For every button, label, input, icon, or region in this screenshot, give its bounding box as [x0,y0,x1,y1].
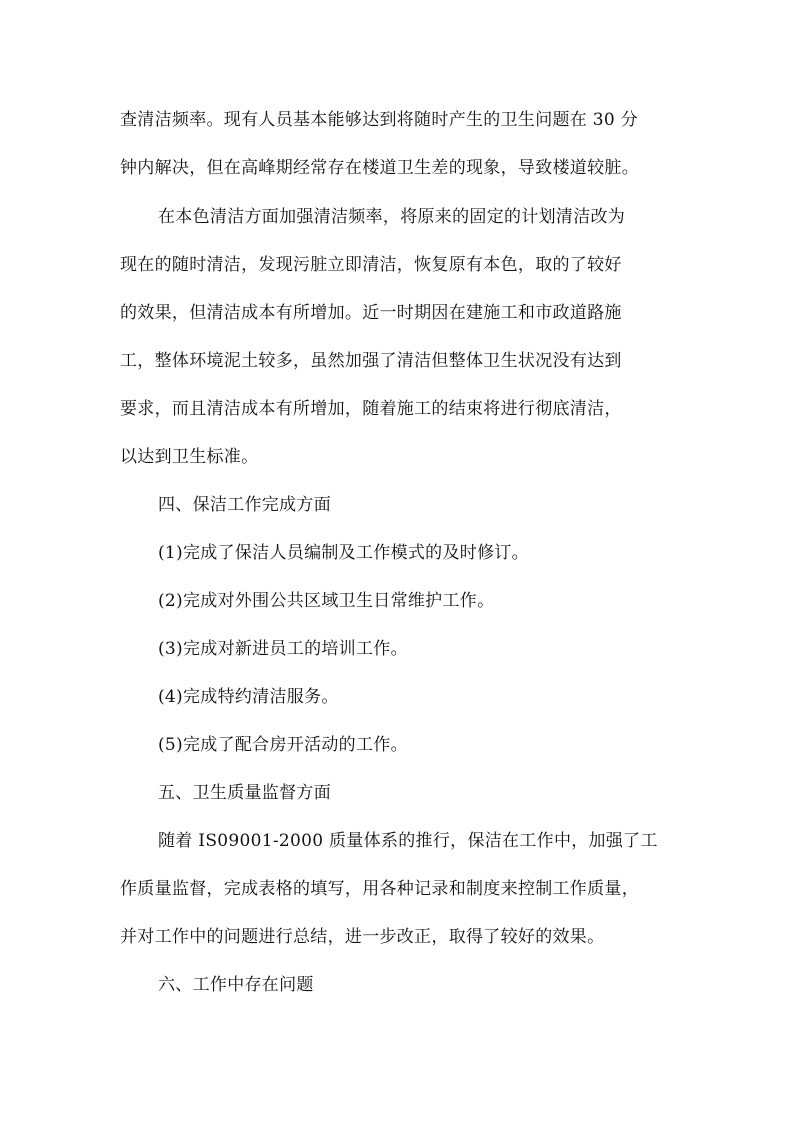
text-line: 钟内解决，但在高峰期经常存在楼道卫生差的现象，导致楼道较脏。 [120,158,639,178]
section-heading: 六、工作中存在问题 [158,975,314,995]
list-item: (1)完成了保洁人员编制及工作模式的及时修订。 [158,543,529,563]
text-line: 随着 IS09001-2000 质量体系的推行，保洁在工作中，加强了工 [158,831,658,851]
list-item: (3)完成对新进员工的培训工作。 [158,639,408,659]
list-item: (2)完成对外围公共区域卫生日常维护工作。 [158,591,495,611]
list-item: (5)完成了配合房开活动的工作。 [158,735,408,755]
section-heading: 五、卫生质量监督方面 [158,783,331,803]
text-line: 并对工作中的问题进行总结，进一步改正，取得了较好的效果。 [120,927,605,947]
text-line: 作质量监督，完成表格的填写，用各种记录和制度来控制工作质量， [120,879,639,899]
text-line: 工，整体环境泥土较多，虽然加强了清洁但整体卫生状况没有达到 [120,351,622,371]
text-line: 在本色清洁方面加强清洁频率，将原来的固定的计划清洁改为 [158,207,626,227]
text-line: 的效果，但清洁成本有所增加。近一时期因在建施工和市政道路施 [120,303,622,323]
section-heading: 四、保洁工作完成方面 [158,495,331,515]
text-line: 以达到卫生标准。 [120,447,259,467]
text-line: 现在的随时清洁，发现污脏立即清洁，恢复原有本色，取的了较好 [120,255,622,275]
text-line: 查清洁频率。现有人员基本能够达到将随时产生的卫生问题在 30 分 [120,110,639,130]
list-item: (4)完成特约清洁服务。 [158,687,339,707]
text-line: 要求，而且清洁成本有所增加，随着施工的结束将进行彻底清洁， [120,399,622,419]
